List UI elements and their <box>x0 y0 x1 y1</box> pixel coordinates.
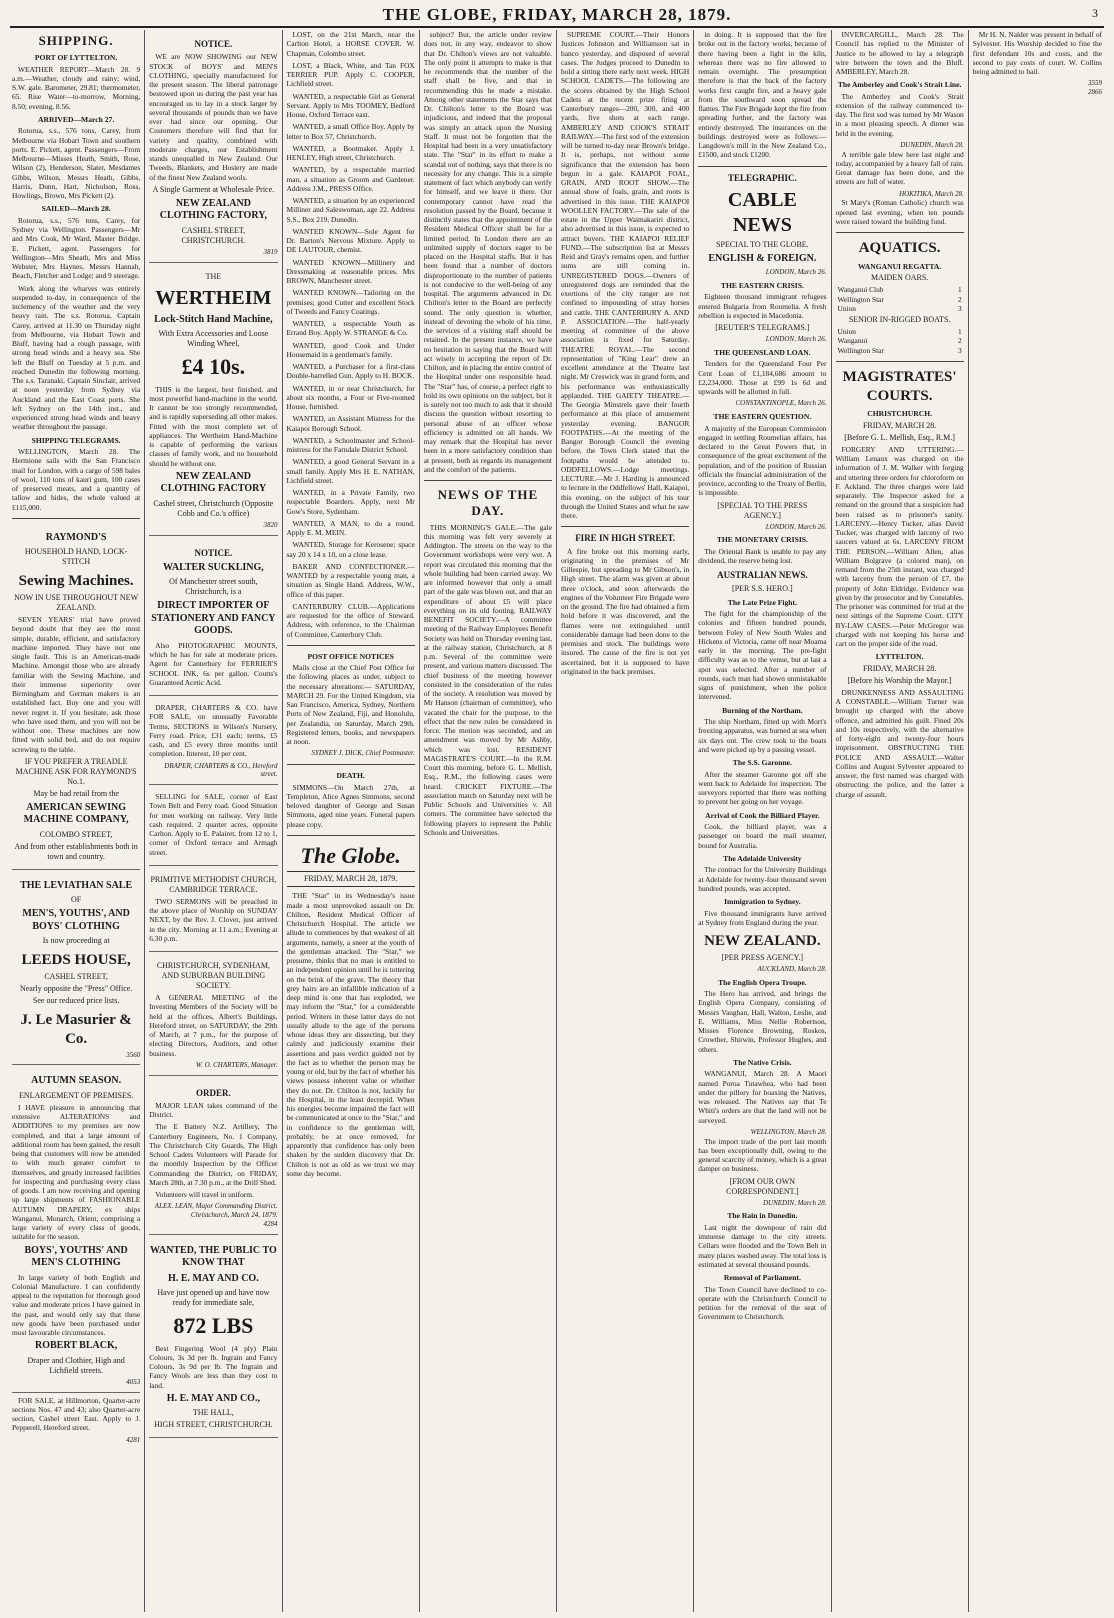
court-body: FORGERY AND UTTERING.—William Lenaux was charged on the information of J. M. Walker with forging and uttering three orders for chloroform on F. Ackland. The three charges were laid separately. The Inspector asked for a remand on the ground that a suspicion had been raised as to prisoner's sanity. LARCENY.—Henry Tucker, alias David Tucker, was charged with larceny of two saucers valued at 6s. LARCENY FROM THE PERSON.—William Allen, alias William Bolgrave (a colored man), on remand from the 25th instant, was charged with larceny from the person of £7, the property of John Eldridge. Evidence was given by the prosecutor and by Constables. The prisoner was committed for trial at the next sittings of the Supreme Court. CITY BY-LAW CASES.—Peter McGregor was charged with not keeping his horse and cart on the proper side of the road. <box>835 444 964 649</box>
crew-name: Wellington Star <box>837 294 884 304</box>
invercargill-intro: INVERCARGILL, March 28. The Council has replied to the Minister of Justice to be allowed to lay a telegraph wire between the town and the Bluff. AMBERLEY, March 28. <box>835 30 964 76</box>
divider <box>12 518 140 519</box>
table-row <box>836 327 964 336</box>
prize-fight-body: The fight for the championship of the colonies and fifteen hundred pounds, between Foley of New South Wales and Hickens of Victoria, came off near Moama early in the morning. The pre-fight difficulty was as to the venue, but at last a spot was selected. After a number of rounds, each man had shown unmistakable signs of punishment, when the police intervened. <box>698 609 827 702</box>
australian-per: [PER S.S. HERO.] <box>732 583 793 593</box>
autumn-heading: AUTUMN SEASON. <box>31 1075 122 1087</box>
building-society-ad <box>149 955 277 1076</box>
alex-lean-signature: ALEX. LEAN, Major Commanding District. Christchurch, March 24, 1879. <box>154 1202 278 1219</box>
new-zealand-heading: NEW ZEALAND. <box>704 933 821 950</box>
dunedin-dateline: DUNEDIN, March 28. <box>762 1198 827 1207</box>
hemay-body: Have just opened up and have now ready for immediate sale, <box>157 1288 270 1307</box>
divider <box>287 835 415 836</box>
table-row <box>836 336 964 345</box>
regatta-heading: WANGANUI REGATTA. <box>857 261 942 271</box>
building-body: A GENERAL MEETING of the Investing Members of the Society will be held at the offices, Albert's Buildings, Hereford street, on SATURDAY, the 29th of March, at 7 p.m., for the purpose of electing Directors, Auditors, and other business. <box>149 993 278 1058</box>
immigration-body: Five thousand immigrants have arrived at Sydney from England during the year. <box>698 908 827 927</box>
autumn-body: I HAVE pleasure in announcing that extensive ALTERATIONS and ADDITIONS to my premises are now completed, and that a large amount of additional room has been gained, the result being that customers will now be attended to with much greater comfort to themselves, and greatly increased facilities for inspecting and purchasing every class of goods. I am now receiving and opening up large shipments of FASHIONABLE AUTUMN DRAPERY, ex ships Wanganui, Monarch, Orient, comprising a large variety of every class of goods, suitable for the season. <box>12 1102 141 1242</box>
divider <box>698 166 826 167</box>
wanted-item: WANTED, a Bootmaker. Apply J. HENLEY, High street, Christchurch. <box>286 143 415 162</box>
crew-position: 2 <box>958 294 962 304</box>
wanted-item: WANTED, a Schoolmaster and School-mistress for the Farndale District School. <box>286 435 415 454</box>
leeds-prices: See our reduced price lists. <box>32 996 120 1006</box>
wanted-public: WANTED, THE PUBLIC TO KNOW THAT <box>150 1244 277 1268</box>
autumn-ad <box>12 1068 140 1392</box>
wertheim-title: WERTHEIM <box>155 286 272 309</box>
telegraphic-heading: TELEGRAPHIC. <box>727 172 797 183</box>
notice-heading: NOTICE. <box>194 39 233 49</box>
primitive-heading: PRIMITIVE METHODIST CHURCH, CAMBRIDGE TERRACE. <box>150 874 277 894</box>
crew-position: 1 <box>958 327 962 337</box>
parliament-heading: Removal of Parliament. <box>723 1273 801 1283</box>
wanted-item: WANTED, a respectable Girl as General Servant. Apply to Mrs TOOMEY, Bedford House, Oxford Terrace east. <box>286 91 415 119</box>
column-6 <box>694 30 831 1612</box>
hall-name: THE HALL, <box>192 1408 234 1418</box>
baker-notice: BAKER AND CONFECTIONER.—WANTED by a respectable young man, a situation as Single Hand. Address, W.W., office of this paper. <box>286 561 415 599</box>
native-crisis-body: WANGANUI, March 28. A Maori named Poroa Tutawhea, who had been under the pillory for hoaxing the Natives, was released. The Natives say that Te Whiti's orders are that the land will not be surveyed. <box>698 1069 827 1125</box>
battery-body: The E Battery N.Z. Artillery, The Canterbury Engineers, No. 1 Company, The Christchurch City Guards, The High School Cadets Volunteers will Parade for the monthly Inspection by the Officer Commanding the District, on FRIDAY, March 28th, at 7.30 p.m., at the Drill Shed. <box>149 1122 278 1187</box>
american-company: AMERICAN SEWING MACHINE COMPANY, <box>23 801 129 826</box>
wertheim-sub: Lock-Stitch Hand Machine, <box>154 313 273 325</box>
draper-signature: DRAPER, CHARTERS & CO., Hereford street. <box>164 761 278 779</box>
dunedin-correspondent: [FROM OUR OWN CORRESPONDENT.] <box>726 1176 799 1196</box>
rain-body: Last night the downpour of rain did immense damage to the city streets. Cellars were flooded and the Town Belt in many places washed away. The total loss is estimated at several thousand pounds. <box>698 1222 827 1269</box>
wanted-item: WANTED KNOWN—Sole Agent for Dr. Barton's Nervous Mixture. Apply to DE LAUTOUR, chemist. <box>286 226 415 255</box>
constantinople-dateline: CONSTANTINOPLE, March 26. <box>735 399 827 408</box>
court-before: [Before G. L. Mellish, Esq., R.M.] <box>844 432 955 442</box>
masthead-title: THE GLOBE, FRIDAY, MARCH 28, 1879. <box>382 5 732 24</box>
robert-black: ROBERT BLACK, <box>34 1340 118 1352</box>
globe-title-text: The Globe. <box>300 842 401 868</box>
nz-factory: NEW ZEALAND CLOTHING FACTORY, <box>159 197 267 222</box>
masthead <box>10 4 1104 28</box>
table-row <box>836 285 964 294</box>
reuter-line: [REUTER'S TELEGRAMS.] <box>715 323 810 333</box>
crew-name: Wellington Star <box>837 345 884 355</box>
boys-body: In large variety of both English and Colonial Manufacture. I can confidently appeal to the reputation for thorough good value and moderate prices I have gained in the past, and would only say that these new goods have been purchased under most favourable circumstances. <box>12 1272 141 1338</box>
london-dateline-2: LONDON, March 26. <box>765 335 827 344</box>
column-5 <box>557 30 694 1612</box>
nz-factory-2-number: 3820 <box>263 520 278 529</box>
news-of-the-day-heading: NEWS OF THE DAY. <box>437 487 539 519</box>
suckling-sub: Of Manchester street south, Christchurch, is a <box>169 577 258 597</box>
lost-notice-2: LOST, a Black, White, and Tan FOX TERRIER PUP. Apply C. COOPER, Lichfield street. <box>286 60 415 89</box>
major-lean: MAJOR LEAN takes command of the District. <box>149 1100 278 1119</box>
hokitika-dateline: HOKITIKA, March 28. <box>899 189 964 198</box>
news-continued: SUPREME COURT.—Their Honors Justices Johnston and Williamson sat in banco yesterday, and disposed of several cases. The Judges proceed to Dunedin to hold a sitting there early next week. HIGH SCHOOL CADETS.—The following are the scores obtained by the High School Cadets at the recent prize firing at Canterbury ranges—200, 300, and 400 yards, five shots at each range. AMBERLEY AND COOK'S STRAIT RAILWAY.—The first sod of the extension will be turned to-day near Brown's bridge. It is, perhaps, not without some significance that the extension has been begun in a gale. KAIAPOI FOAL, GRAIN, AND ROOT SHOW.—The annual show of foals, grain, and roots is advertised in this issue. THE KAIAPOI WOOLLEN FACTORY.—The sale of the estate in the Upper Waimakariri district, also advertised in this issue, is expected to attract buyers. THE KAIAPOI RELIEF FUND.—The subscription list at Messrs Reid and Gray's remains open, and further sums are still coming in. UNREGISTERED DOGS.—Owners of unregistered dogs are reminded that the exertions of the city ranger are not confined to impounding of stray horses and cattle. THE CANTERBURY A. AND P. ASSOCIATION.—The half-yearly meeting of committee of the above association is fixed for Saturday. THEATRE ROYAL.—The second representation of "King Lear" drew an excellent attendance at the Theatre last night. Mr Creswick was in grand form, and his performance was enthusiastically applauded. THE GAIETY THEATRE.—The Georgia Minstrels gave their fourth performance at this place of amusement yesterday evening. BANGOR FOOTPATHS.—At the meeting of the Bangor Borough Council the evening before, the Town Clerk stated that the footpaths would be attended to. ODDFELLOWS.—Lodge meetings. LECTURE.—Mr J. Harding is announced to lecture in the Oddfellows' Hall, Kaiapoi, this evening, on the subject of his tour through the United States and what he saw there. <box>561 30 690 520</box>
building-signature: W. O. CHARTERS, Manager. <box>195 1060 278 1069</box>
qld-loan-heading: THE QUEENSLAND LOAN. <box>714 347 811 357</box>
divider <box>424 480 552 481</box>
fire-heading: FIRE IN HIGH STREET. <box>575 533 676 544</box>
notice2-heading: NOTICE. <box>194 547 233 558</box>
wellington-body: The import trade of the port last month has been exceptionally dull, owing to the general scarcity of money, which is a great damper on business. <box>698 1136 827 1174</box>
opera-heading: The English Opera Troupe. <box>718 977 807 987</box>
shipping-telegrams-heading: SHIPPING TELEGRAMS. <box>31 435 121 445</box>
garonne-heading: The S.S. Garonne. <box>732 758 792 768</box>
london-dateline-3: LONDON, March 26. <box>765 522 827 531</box>
columns <box>8 30 1106 1612</box>
northam-body: The ship Northam, fitted up with Mort's freezing apparatus, was burned at sea when six days out. The crew took to the boats and were picked up by a passing vessel. <box>698 717 827 754</box>
wanted-item: WANTED, a small Office Boy. Apply by letter to Box 57, Christchurch. <box>286 122 415 141</box>
immigration-heading: Immigration to Sydney. <box>724 897 801 907</box>
american-tail: And from other establishments both in town and country. <box>14 841 138 861</box>
ewart-ad <box>149 788 277 866</box>
eastern-question-body: A majority of the European Commission engaged in settling Roumelian affairs, has declared to the Great Powers that, in consequence of the great excitement of the population, and of the position of Russian officials the financial administration of the province, according to the Treaty of Berlin, is impossible. <box>698 423 827 498</box>
news-of-the-day-body: THIS MORNING'S GALE.—The gale this morning was felt very severely at Addington. The streets on the way to the Government workshops were very wet. A report was circulated this morning that the whole building had been carried away. We are informed however that only a small part of the gale was blown out, and that an expenditure of about £5 will place everything on its old footing. RAILWAY BENEFIT SOCIETY.—A committee meeting of the Railway Employees Benefit Society was held on Thursday evening last, at the railway station, Christchurch, at 8 p.m. Several of the committee were present, and various matters discussed. The chief business of the meeting however consisted in the consideration of the rules of the society. A resolution was moved by Mr Hanson (chairman of committee), who vacated the chair for the purpose, to the effect that the new rules be considered in force. The motion was seconded, and an amendment was moved by Mr Ashby, which was lost. RESIDENT MAGISTRATE'S COURT.—In the R.M. Court this morning, before G. L. Mellish, Esq., R.M., the following cases were heard. CRICKET FIXTURE.—The association match on Saturday next will be Public Schools and Universities v. All comers. The committee have selected the following players to represent the Public Schools and Universities. <box>423 522 552 837</box>
wertheim-price: £4 10s. <box>181 354 246 379</box>
ad-number-4281: 4281 <box>126 1435 141 1444</box>
column-3 <box>283 30 420 1612</box>
eastern-crisis-heading: THE EASTERN CRISIS. <box>720 281 804 290</box>
globe-dateline: FRIDAY, MARCH 28, 1879. <box>287 871 415 887</box>
robert-address: Draper and Clothier, High and Lichfield streets. <box>27 1355 125 1375</box>
senior-heading: SENIOR IN-RIGGED BOATS. <box>848 315 951 325</box>
treadle-line: IF YOU PREFER A TREADLE MACHINE ASK FOR RAYMOND'S No.1. <box>15 756 137 786</box>
nz-factory-address: CASHEL STREET, CHRISTCHURCH. <box>181 225 246 245</box>
wellington-dateline: WELLINGTON, March 28. <box>750 1127 827 1136</box>
crew-name: Wanganui Club <box>837 285 884 295</box>
wanted-item: WANTED, a situation by an experienced Milliner and Saleswoman, age 22. Address S.S., Box 219, Dunedin. <box>286 196 415 224</box>
wanted-list <box>287 92 415 559</box>
special-press-line: [SPECIAL TO THE PRESS AGENCY.] <box>717 500 808 520</box>
auckland-dateline: AUCKLAND, March 28. <box>757 964 827 973</box>
amberley-body: The Amberley and Cook's Strait extension of the railway commenced to-day. The first sod was turned by Mr Wason in a most pleasing speech. A dinner was held in the evening. <box>835 91 964 138</box>
qld-loan-body: Tenders for the Queensland Four Per Cent Loan of £1,184,686 amount to £2,234,000. Those at £99 1s 6d and upwards will be allotted in full. <box>698 359 827 397</box>
divider <box>287 645 415 646</box>
hemay-name: H. E. MAY AND CO. <box>168 1272 259 1284</box>
raymond-title: Sewing Machines. <box>18 573 134 590</box>
wanted-item: WANTED, a good General Servant in a small family. Apply Mrs H. E. NATHAN, Lichfield street. <box>286 457 415 485</box>
hemay-name-2: H. E. MAY AND CO., <box>166 1392 260 1404</box>
masurier-name: J. Le Masurier & Co. <box>20 1012 132 1047</box>
opera-body: The Hero has arrived, and brings the English Opera Company, consisting of Messrs Vaughan, Hall, Walton, Leslie, and E. Williams, Miss Nellie Robertson, Misses Florence Browning, Roskos, Crowther, Shirwin, Professor Hughes, and others. <box>698 989 827 1054</box>
northam-heading: Burning of the Northam. <box>722 705 803 715</box>
eastern-question-heading: THE EASTERN QUESTION. <box>713 412 812 422</box>
treadle-sub: May be had retail from the <box>33 788 119 798</box>
wanted-item: WANTED, a Purchaser for a first-class Double-barrelled Gun. Apply to H. BOCK. <box>286 362 415 381</box>
fire-continued: in doing. It is supposed that the fire broke out in the factory works, because of there having been a light in the kiln, whereas there was no fire allowed to remain overnight. The presumption therefore is that the back of the factory works first caught fire, and a heavy gale from the southward soon spread the flames. The Fire Brigade kept the fire from spreading further, and the factory was entirely destroyed. The insurances on the buildings destroyed were as follows:—Langdown's mill in the New Zealand Co., £1500, and stock £1200. <box>698 30 827 160</box>
crew-name: Wanganui <box>837 336 868 346</box>
ewart-body: SELLING for SALE, corner of East Town Belt and Ferry road. Good Situation for men working on railway. Very little cash required. 2 quarter acres, opposite Carlton. Apply to E. Palairet, from 12 to 1, corner of Oxford terrace and Armagh street. <box>149 792 278 857</box>
prize-fight-heading: The Late Prize Fight. <box>727 597 797 607</box>
divider <box>836 361 964 362</box>
maiden-oars-results <box>836 285 964 313</box>
lost-notice: LOST, on the 21st March, near the Carlton Hotel, a HORSE COVER. W. Chapman, Colombo street. <box>286 30 415 58</box>
clothing-notice-ad <box>149 30 277 263</box>
nz-factory-2: NEW ZEALAND CLOTHING FACTORY <box>160 470 267 495</box>
table-row <box>836 295 964 304</box>
leeds-tail: Nearly opposite the "Press" Office. <box>19 984 133 994</box>
suckling-ad <box>149 539 277 697</box>
court-date: FRIDAY, MARCH 28. <box>862 420 937 430</box>
suckling-importer: DIRECT IMPORTER OF STATIONERY AND FANCY GOODS. <box>151 600 276 637</box>
crew-name: Union <box>837 327 856 337</box>
sailed-heading: SAILED—March 28. <box>41 204 111 214</box>
wanted-item: WANTED, A MAN, to do a round. Apply E. M. MEIN. <box>286 518 415 537</box>
notice-tail: A Single Garment at Wholesale Price. <box>152 184 275 194</box>
garonne-body: After the steamer Garonne got off she went back to Adelaide for inspection. The surveyors reported that there was nothing to prevent her going on her voyage. <box>698 769 827 807</box>
leviathan-heading: THE LEVIATHAN SALE <box>20 879 133 891</box>
crew-position: 2 <box>958 336 962 346</box>
hall-address: HIGH STREET, CHRISTCHURCH. <box>154 1420 273 1430</box>
english-foreign: ENGLISH & FOREIGN. <box>708 252 817 264</box>
boys-heading: BOYS', YOUTHS' AND MEN'S CLOTHING <box>24 1244 128 1269</box>
canterbury-club-notice: CANTERBURY CLUB.—Applications are requested for the office of Steward. Address, with reference, to the Chairman of Committee, Canterbury Club. <box>286 601 415 639</box>
billiard-heading: Arrival of Cook the Billiard Player. <box>705 810 820 820</box>
hokitika-body: St Mary's (Roman Catholic) church was opened last evening, when ten pounds were raised toward the building fund. <box>835 198 964 226</box>
ad-number-4053: 4053 <box>126 1377 141 1386</box>
ad-number-3819: 3819 <box>263 247 278 256</box>
suckling-name: WALTER SUCKLING, <box>162 561 264 573</box>
berlin-wool: Best Fingering Wool (4 ply) Plain Colours, 3s 3d per lb. Ingrain and Fancy Colours, 3s 9d per lb. The Ingrain and Fancy Wools are less than they cost to land. <box>149 1343 278 1390</box>
sailed-text: Rotorua, s.s., 576 tons, Carey, for Sydney via Wellington. Passengers—Mr and Mrs Cook, Mr Ward, Master Bridge. E. Pickett, agent. Passengers for Wellington—Mrs Sheath, Mrs and Miss Webster, Mrs Haynes, Messrs Hannah, Beach, Fletcher and Lodge; and 9 steerage. <box>12 215 141 281</box>
dunedin-dateline-2: DUNEDIN, March 28. <box>900 140 964 149</box>
notice-body: WE are NOW SHOWING our NEW STOCK of BOYS' and MEN'S CLOTHING, specially manufactured for the present season. The liberal patronage bestowed upon us during the past year has encouraged us to lay in a stock larger by several thousands of pounds than we have ever had since our opening. Our Customers therefore will find that for variety and quality, combined with moderate charges, our Establishment stands unequalled in New Zealand. Our Tweeds, Blankets, and Hosiery are made of the finest New Zealand wools. <box>149 52 278 182</box>
post-office-body: Mails close at the Chief Post Office for the following places as under, subject to the necessary alterations:— SATURDAY, MARCH 29. For the United Kingdom, via San Francisco, America, Sydney, Northern Ports of New Zealand, Fiji, and Honolulu, per Zealandia, on Saturday, March 29th. Registered letters, books, and newspapers at noon. <box>286 663 415 747</box>
wertheim-ad <box>149 266 277 536</box>
australian-news-heading: AUSTRALIAN NEWS. <box>717 570 808 581</box>
wertheim-with: With Extra Accessories and Loose Winding Wheel, <box>158 329 269 348</box>
american-address: COLOMBO STREET, <box>39 829 113 839</box>
shipping-news: Work along the wharves was entirely suspended to-day, in consequence of the inclemency of the weather and the very heavy rain. The s.s. Rotorua, Captain Carey, arrived at 11.30 on Thursday night from Melbourne, via Hobart Town and Bluff, having had a rough passage, with strong head winds and a heavy sea. She left the Bluff on Tuesday at 5 p.m. and reached Dunedin the following morning. The s.s. Taranaki, Captain Sinclair, arrived at noon yesterday from Sydney via Auckland and the East Coast ports. She left Sydney on the 14th inst., and experienced strong head winds and heavy weather throughout the passage. <box>12 283 141 432</box>
lyttelton-body: DRUNKENNESS AND ASSAULTING A CONSTABLE.—William Turner was brought up charged with the above offence, and admitted his guilt. Fined 20s and 10s respectively, with the alternative of forty-eight and twenty-four hours imprisonment. OBSTRUCTING THE POLICE AND ASSAULT.—Walter Collins and August Sylvester appeared to answer, the first named was charged with obstructing the police, and the latter a charge of assault. <box>835 687 964 799</box>
leader-continued: subject? But, the article under review does not, in any way, endeavor to show that Dr. Chilton's views are not valuable. The only point it attempts to make is that he recommends that the number of the staff shall be five, and that in recommending this he made a mistake. Among other statements the Star says that Dr. Chilton's letter to the Board was injudicious, and indeed that the proposal was simply an attack upon the Nursing Staff. It must not be forgotten that the Hospital had been in a very unsatisfactory state. The "Star" in its effort to make a scandal out of nothing, says that there is no necessity for any change. This is a simple statement of fact which anybody can verify for himself, and we leave it there. Our contemporary cannot have read the resolution passed by the Board, because it distinctly states that the appointment of the Resident Medical Officer shall be for a limited period. In London there are an unlimited supply of doctors eager to be placed on the Hospital staffs. But it has been found that a number of doctors disproportionate to the number of patients is not conducive to the well-being of any hospital. The arguments advanced in Dr. Chilton's letter to the Board are perfectly sound. The only question is whether, instead of devoting the whole of his time, the services of a visiting staff should be retained. In the present instance, we have no hesitation in saying that the Board will act wisely in accepting the report of Dr. Chilton, and in placing the entire control of the Hospital under one responsible head. The "Star" has, of course, a perfect right to hold its own opinions on the subject, but it is surely not too much to ask that it should discuss the question without resorting to personal abuse of an officer whose efficiency is admitted on all hands. We may remark that the Hospital has never been in a more satisfactory condition than at present, both as regards its management and the comfort of the patients. <box>423 30 552 474</box>
court-continued: Mr H. N. Nalder was present in behalf of Sylvester. His Worship decided to fine the first defendant 10s and costs, and the second to pay costs of court. W. Collins being admitted to bail. <box>972 30 1102 76</box>
building-heading: CHRISTCHURCH, SYDENHAM, AND SUBURBAN BUILDING SOCIETY. <box>156 961 270 990</box>
ad-number-4284: 4284 <box>263 1219 278 1228</box>
wanted-item: WANTED KNOWN—Millinery and Dressmaking at reasonable prices. Mrs BROWN, Manchester street. <box>286 257 415 285</box>
divider <box>836 232 964 233</box>
leviathan-ad <box>12 873 140 1066</box>
crew-name: Union <box>837 303 856 313</box>
christchurch-heading: CHRISTCHURCH. <box>867 409 933 419</box>
london-dateline: LONDON, March 26. <box>765 268 827 277</box>
rain-heading: The Rain in Dunedin. <box>727 1211 798 1221</box>
raymond-body: SEVEN YEARS' trial have proved beyond doubt that they are the most simple, durable, efficient, and satisfactory machine imported. They have not one single fault. This is an American-made Machine. Amongst those who are already familiar with the Sewing Machine, and their immense superiority over Birmingham and German makers is an established fact. Buy one and you will never regret it. If you hesitate, ask those who have used them, and you will not be without one. These machines are now fitted with solid bed, and do not require screwing to the table. <box>12 615 141 754</box>
enlargement-heading: ENLARGEMENT OF PREMISES. <box>18 1090 134 1100</box>
primitive-ad <box>149 869 277 952</box>
masurier-number: 3560 <box>126 1050 141 1059</box>
maiden-oars-heading: MAIDEN OARS. <box>870 273 929 283</box>
divider <box>561 526 689 527</box>
arrived-heading: ARRIVED—March 27. <box>38 114 115 124</box>
post-office-heading: POST OFFICE NOTICES <box>307 651 394 661</box>
raymond-ad <box>12 525 140 870</box>
primitive-body: TWO SERMONS will be preached in the above place of Worship on SUNDAY NEXT, by the Rev. J. Clover, just arrived in the city. Morning at 11 a.m.; Evening at 6.30 p.m. <box>149 896 278 943</box>
raymond-now: NOW IN USE THROUGHOUT NEW ZEALAND. <box>14 593 139 613</box>
special-line: SPECIAL TO THE GLOBE. <box>716 239 809 249</box>
senior-results <box>836 327 964 355</box>
lyttelton-date: FRIDAY, MARCH 28. <box>862 663 937 673</box>
table-row <box>836 304 964 313</box>
crew-position: 1 <box>958 285 962 295</box>
nz-factory-2-address: Cashel street, Christchurch (Opposite Cobb and Co.'s office) <box>153 498 274 518</box>
raymond-heading: RAYMOND'S <box>45 531 107 543</box>
leviathan-of: OF <box>71 895 82 905</box>
lyttelton-before: [Before his Worship the Mayor.] <box>847 675 952 685</box>
hemay-ad <box>149 1238 277 1439</box>
wanted-item: WANTED, in or near Christchurch, for about six months, a Four or Five-roomed House, furnished. <box>286 383 415 411</box>
suckling-also: Also PHOTOGRAPHIC MOUNTS, which he has for sale at moderate prices. Agent for Canterbury for FERRIER'S SCHOOL INK, 6s per gallon. Coutts's Guaranteed Acetic Acid. <box>149 640 278 687</box>
lbs-figure: 872 LBS <box>173 1313 254 1338</box>
cable-news-heading: CABLE NEWS <box>727 188 797 236</box>
monetary-body: The Oriental Bank is unable to pay any dividend, the reserve being lost. <box>698 546 827 566</box>
nz-per: [PER PRESS AGENCY.] <box>721 952 804 962</box>
fire-body: A fire broke out this morning early, originating in the premises of Mr Gillespie, but spreading to Mr Gibson's, in High street. The alarm was given at about three o'clock, and soon afterwards the engines of the Volunteer Fire Brigade were on the ground. The fire had obtained a firm hold before it was discovered, and the flames were not extinguished until considerable damage had been done to the premises and stock. The buildings were insured. The cause of the fire is not yet ascertained, but it is supposed to have originated in the back premises. <box>561 546 690 676</box>
wanted-item: WANTED, Storage for Kerosene; space say 20 x 14 x 10, on a close lease. <box>286 540 415 559</box>
lyttelton-heading: LYTTELTON. <box>875 652 924 662</box>
port-heading: PORT OF LYTTELTON. <box>34 53 118 63</box>
amberley-heading: The Amberley and Cook's Strait Line. <box>837 80 962 90</box>
crew-position: 3 <box>958 303 962 313</box>
wanted-item: WANTED, a respectable Youth as Errand Boy. Apply W. STRANGE & Co. <box>286 319 415 338</box>
wanted-item: WANTED, in a Private Family, two respectable Boarders. Apply, next Mr Gow's Store, Sydenham. <box>286 488 415 516</box>
shipping-heading: SHIPPING. <box>38 33 114 48</box>
page-number: 3 <box>1092 6 1098 20</box>
column-1 <box>8 30 145 1612</box>
adelaide-heading: The Adelaide University <box>723 853 802 863</box>
leader-article: THE "Star" in its Wednesday's issue made a most unprovoked assault on Dr. Chilton, Resident Medical Officer of Christchurch Hospital. The article we allude to commences by that weakest of all arguments, namely, a sneer at the youth of the gentleman attacked. The "Star," we presume, thinks that no man is entitled to an independent opinion until he is tottering on the brink of the grave. The theory that grey hairs are an infallible indication of a deep mind is one that has exploded, we may inform the "Star," for a considerable period. Writers in these latter days do not usually allude to the age of the persons whose ideas they are dissecting, but they calmly and judiciously examine their assertions and pass verdict guided not by the fact as to whether the person may be young or old, but by the fact of whether his views possess inherent value or whether they do not. Dr. Chilton is not, luckily for the Hospital, in the least decrepid. When his energies become impaired the fact will be communicated at once to the "Star," and in confidence to the gentleman will, probably, be at once removed, for apparently that confidence has only been shaken by the sudden discovery that Dr. Chilton is not as old as we trust we may some day become. <box>286 891 415 1178</box>
leviathan-progress: Is now proceeding at <box>42 936 110 946</box>
death-body: SIMMONS—On March 27th, at Templeton, Alice Agnes Simmons, second beloved daughter of George and Susan Simmons, aged nine years. Funeral papers please copy. <box>286 782 415 829</box>
divider <box>287 764 415 765</box>
billiard-body: Cook, the billiard player, was a passenger on board the mail steamer, bound for Australia. <box>698 822 827 850</box>
district-order-ad <box>149 1079 277 1235</box>
column-8 <box>969 30 1106 1612</box>
post-office-signature: SYDNEY J. DICK, Chief Postmaster. <box>311 749 415 758</box>
magistrates-heading: MAGISTRATES' COURTS. <box>842 368 957 404</box>
column-7 <box>832 30 969 1612</box>
ad-number-3559: 3559 <box>1088 79 1102 88</box>
crew-position: 3 <box>958 345 962 355</box>
raymond-sub: HOUSEHOLD HAND, LOCK-STITCH <box>24 547 128 567</box>
adelaide-body: The contract for the University Buildings at Adelaide for twenty-four thousand seven hundred pounds, was accepted. <box>698 865 827 893</box>
aquatics-heading: AQUATICS. <box>858 240 941 257</box>
wanted-item: WANTED, good Cook and Under Housemaid in a gentleman's family. <box>286 340 415 359</box>
wanted-item: WANTED, an Assistant Mistress for the Kaiapoi Borough School. <box>286 414 415 433</box>
column-2 <box>145 30 282 1612</box>
monetary-heading: THE MONETARY CRISIS. <box>716 535 808 545</box>
table-row <box>836 346 964 355</box>
leviathan-sub: MEN'S, YOUTHS', AND BOYS' CLOTHING <box>22 908 130 932</box>
wertheim-the: THE <box>205 271 222 281</box>
eastern-crisis-body: Eighteen thousand immigrant refugees entered Bulgaria from Roumelia. A fresh rebellion is expected in Macedonia. <box>698 292 827 320</box>
wanted-item: WANTED KNOWN—Tailoring on the premises; good Cutter and excellent Stock of Tweeds and Fancy Coatings. <box>286 288 415 316</box>
death-heading: DEATH. <box>336 771 365 781</box>
sale-notice: FOR SALE, at Hillmorton, Quarter-acre sections Nos. 47 and 43; also Quarter-acre section, Cashel street East. Apply to J. Pepperell, Hereford street. <box>12 1395 141 1433</box>
shipping-telegrams: WELLINGTON, March 28. The Hermione sails with the San Francisco mail for London, with a cargo of 598 bales of wool, 110 tons of kauri gum, 100 cases of preserved meats, and a quantity of tallow and hides, the whole valued at £115,000. <box>12 447 141 512</box>
volunteers-line: Volunteers will travel in uniform. <box>155 1190 254 1199</box>
leeds-address: CASHEL STREET, <box>44 972 108 982</box>
draper-body: DRAPER, CHARTERS & CO. have FOR SALE, on unusually Favorable Terms, SECTIONS in Wilson's Nursery, Ferry road. Price, £31 each; terms, £5 cash, and £5 every three months until completion. Interest, 10 per cent. <box>149 703 278 759</box>
leeds-house: LEEDS HOUSE, <box>21 952 131 969</box>
dunedin-body: A terrible gale blew here last night and today, accompanied by a heavy fall of rain. Great damage has been done, and the streets are full of water. <box>835 149 964 187</box>
parliament-body: The Town Council have declined to co-operate with the Christchurch Council to petition for the removal of the seat of Government to Christchurch. <box>698 1284 827 1322</box>
ad-number-2866: 2866 <box>1088 88 1102 96</box>
arrived-text: Rotorua, s.s., 576 tons, Carey, from Melbourne via Hobart Town and southern ports. E. Pickett, agent. Passengers—From Melbourne—Misses Heath, Smith, Rose, Wilson (2), Henderson, Slater, Mesdames Gibbs, Wilson, Messrs Heath, Gibbs, Harris, Dunn, Hart, Nicholson, Ross, Howlings, Brown, Mrs Pickett (2). <box>12 126 141 201</box>
wertheim-body: THIS is the largest, best finished, and most powerful hand-machine in the world. It cannot be too strongly recommended, and is rapidly superseding all other makes. Fitted with the most complete set of appliances. The Wertheim Hand-Machine is capable of performing the various classes of family work, and no household should be without one. <box>149 384 278 468</box>
order-heading: ORDER. <box>195 1087 231 1098</box>
draper-ad <box>149 699 277 785</box>
column-4 <box>420 30 557 1612</box>
globe-title <box>287 842 415 870</box>
native-crisis-heading: The Native Crisis. <box>733 1057 792 1067</box>
wanted-item: WANTED, by a respectable married man, a situation as Groom and Gardener. Address J.M., PRESS Office. <box>286 165 415 193</box>
weather-report: WEATHER REPORT—March 28. 9 a.m.—Weather, cloudy and rainy; wind, S.W. gale. Barometer, 29.81; thermometer, 65. Rise Water—to-morrow, Morning, 8.50; evening, 8.56. <box>12 64 141 111</box>
